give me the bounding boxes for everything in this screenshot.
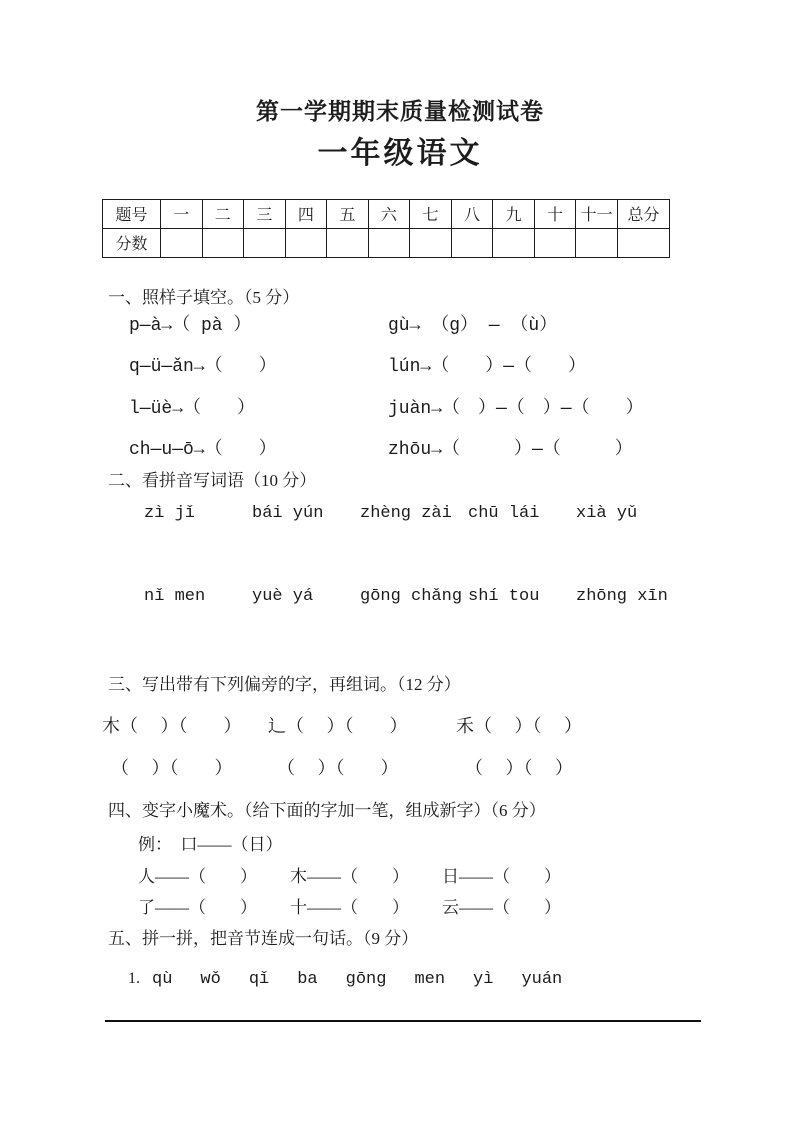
- syllable: men: [414, 969, 446, 989]
- pinyin-word: zì jǐ: [144, 504, 196, 524]
- score-table-score-cell: [410, 228, 452, 257]
- syllable: yuán: [521, 969, 563, 989]
- score-table-header-cell: 七: [410, 199, 452, 228]
- pinyin-exercise-left: p—à→（ pà ）: [129, 315, 252, 336]
- syllable-row: [152, 969, 562, 991]
- pinyin-exercise-row: [129, 316, 700, 338]
- score-table-score-cell: [202, 228, 244, 257]
- syllable: ba: [297, 969, 318, 989]
- score-table-header-cell: 六: [368, 199, 410, 228]
- section-4: [100, 800, 700, 918]
- pinyin-word: gōng chǎng: [360, 587, 463, 607]
- score-table-score-cell: [244, 228, 286, 257]
- syllable: qǐ: [248, 969, 270, 989]
- example-line: 例： 口——（日）: [138, 835, 283, 855]
- score-table-score-cell: [285, 228, 327, 257]
- score-table-header-cell: 二: [202, 199, 244, 228]
- section-5: [100, 928, 700, 991]
- stroke-row-2: [138, 897, 700, 919]
- score-table-header-cell: 五: [327, 199, 369, 228]
- pinyin-word: chū lái: [468, 504, 540, 524]
- pinyin-word: zhèng zài: [360, 504, 452, 524]
- score-table-score-row: [103, 228, 670, 257]
- pinyin-word: zhōng xīn: [576, 587, 668, 607]
- radical-group: （ ）（ ）: [456, 757, 573, 778]
- section-1: [100, 287, 700, 462]
- syllable: qù: [152, 969, 173, 989]
- pinyin-exercise-row: [129, 399, 700, 421]
- section-2-heading: 二、看拼音写词语（10 分）: [108, 471, 317, 491]
- stroke-item: 了——（ ）: [138, 897, 257, 917]
- score-table-score-cell: [618, 228, 670, 257]
- exam-subtitle: 一年级语文: [317, 136, 483, 170]
- score-table-header-cell: 九: [493, 199, 535, 228]
- score-table-header-cell: 题号: [103, 199, 161, 228]
- pinyin-exercise-right: gù→ （g） — （ù）: [388, 315, 558, 336]
- pinyin-word: shí tou: [468, 587, 540, 607]
- radical-group: （ ）（ ）: [102, 757, 233, 778]
- score-table-header-cell: 十: [534, 199, 576, 228]
- section-1-rows: [100, 316, 700, 462]
- radical-group: （ ）（ ）: [268, 757, 399, 778]
- score-table-score-cell: [534, 228, 576, 257]
- section-5-heading: 五、拼一拼，把音节连成一句话。（9 分）: [108, 928, 419, 948]
- pinyin-exercise-left: q—ü—ǎn→（ ）: [129, 357, 277, 378]
- score-table-score-cell: [451, 228, 493, 257]
- score-table-header-cell: 八: [451, 199, 493, 228]
- score-table-header-cell: 四: [285, 199, 327, 228]
- score-table-score-cell: [327, 228, 369, 257]
- radical-row-1: [102, 715, 700, 738]
- pinyin-exercise-row: [129, 440, 700, 462]
- score-table-header-cell: 三: [244, 199, 286, 228]
- radical-group: 辶（ ）（ ）: [268, 716, 408, 737]
- section-1-heading: 一、照样子填空。（5 分）: [108, 287, 300, 307]
- radical-group: 木（ ）（ ）: [102, 716, 242, 737]
- pinyin-word: yuè yá: [252, 587, 314, 607]
- stroke-item: 木——（ ）: [290, 867, 409, 887]
- stroke-item: 日——（ ）: [442, 867, 561, 887]
- syllable: yì: [473, 969, 494, 989]
- syllable: wǒ: [200, 969, 221, 989]
- radical-row-2: [102, 757, 700, 780]
- pinyin-exercise-right: juàn→（ ）—（ ）—（ ）: [388, 398, 644, 419]
- pinyin-exercise-right: zhōu→（ ）—（ ）: [388, 440, 633, 461]
- score-table-score-cell: [493, 228, 535, 257]
- item-number: 1.: [128, 969, 140, 987]
- stroke-item: 十——（ ）: [290, 897, 409, 917]
- score-table-header-cell: 一: [161, 199, 203, 228]
- syllable-line: [128, 969, 700, 991]
- syllable: gōng: [345, 969, 387, 989]
- score-table-score-cell: [161, 228, 203, 257]
- radical-group: 禾（ ）（ ）: [456, 716, 582, 737]
- pinyin-word: nǐ men: [144, 587, 206, 607]
- score-table: [102, 199, 670, 258]
- pinyin-exercise-left: ch—u—ō→（ ）: [129, 440, 277, 461]
- answer-line: [105, 1020, 701, 1022]
- pinyin-word: bái yún: [252, 504, 324, 524]
- score-table-score-cell: [368, 228, 410, 257]
- section-2: [100, 470, 700, 608]
- score-table-score-cell: [576, 228, 618, 257]
- score-row-label: 分数: [103, 228, 161, 257]
- pinyin-words-row-2: [144, 586, 700, 608]
- score-table-question-row: [103, 199, 670, 228]
- stroke-item: 云——（ ）: [442, 897, 561, 917]
- pinyin-exercise-left: l—üè→（ ）: [129, 398, 256, 419]
- section-3-heading: 三、写出带有下列偏旁的字，再组词。（12 分）: [108, 675, 461, 695]
- pinyin-word: xià yǔ: [576, 504, 638, 524]
- score-table-header-cell: 十一: [576, 199, 618, 228]
- stroke-item: 人——（ ）: [138, 867, 257, 887]
- section-3: [100, 674, 700, 780]
- pinyin-exercise-right: lún→（ ）—（ ）: [388, 357, 587, 378]
- pinyin-exercise-row: [129, 357, 700, 379]
- pinyin-words-row-1: [144, 503, 700, 525]
- exam-title: 第一学期期末质量检测试卷: [256, 99, 544, 124]
- section-4-heading: 四、变字小魔术。（给下面的字加一笔，组成新字）（6 分）: [108, 801, 546, 821]
- score-table-header-cell: 总分: [618, 199, 670, 228]
- stroke-row-1: [138, 866, 700, 888]
